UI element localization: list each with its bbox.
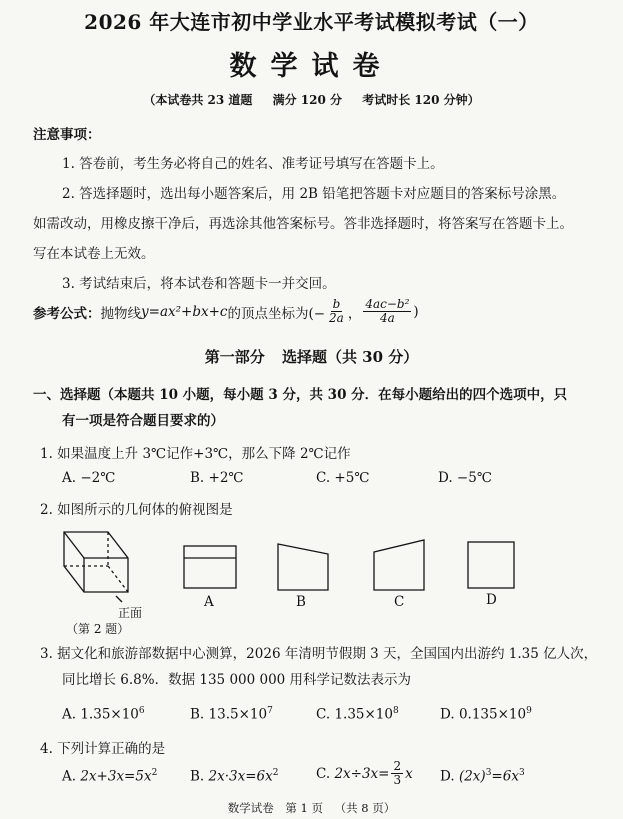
q1-option-b: B. +2℃	[190, 470, 244, 486]
exam-info-score: 满分 120 分	[272, 93, 343, 107]
q4-option-a	[62, 768, 157, 785]
q3-option-d-mantissa: 0.135×10	[458, 706, 527, 723]
q4-option-d-base: (2x)	[458, 768, 486, 785]
reference-formula	[33, 298, 419, 325]
solid-top-left-edge	[64, 532, 84, 558]
q2-label-c: C	[394, 594, 405, 610]
notice-heading: 注意事项：	[33, 127, 101, 143]
q2-option-d-figure	[466, 540, 518, 590]
q4-option-c-fraction	[391, 760, 403, 787]
exam-info-time: 考试时长 120 分钟）	[362, 93, 480, 107]
notice-item-2-line-2: 如需改动，用橡皮擦干净后，再选涂其他答案标号。答非选择题时，将答案写在答题卡上。	[33, 216, 573, 232]
formula-fraction-2	[363, 298, 411, 325]
q3-option-d-exponent: 9	[526, 706, 532, 716]
q2-caption: （第 2 题）	[66, 622, 130, 636]
page-footer	[0, 800, 623, 816]
formula-comma: ，	[347, 305, 362, 322]
q4-option-d-exponent-1: 3	[485, 768, 492, 778]
q3-line-1: 3. 据文化和旅游部数据中心测算，2026 年清明节假期 3 天，全国国内出游约 1.35 亿人次，	[40, 646, 598, 662]
q3-option-a-letter: A.	[62, 706, 77, 723]
formula-equation: y=ax²+bx+c	[141, 303, 228, 320]
q4-option-b-exponent: 2	[272, 768, 279, 778]
q4-option-d-letter: D.	[440, 768, 455, 785]
formula-frac1-num: b	[332, 297, 341, 311]
q2-option-b-figure	[276, 540, 332, 592]
q4-option-c-numerator: 2	[393, 759, 402, 773]
q4-option-b-letter: B.	[190, 768, 205, 785]
q4-option-c-tail: x	[405, 765, 413, 782]
part-1-label: 第一部分	[204, 348, 265, 366]
solid-hidden-edge-diagonal	[108, 566, 128, 592]
choice-heading-line-1: 一、选择题（本题共 10 小题，每小题 3 分，共 30 分．在每小题给出的四个选项中，只	[33, 387, 568, 403]
option-d-rect	[468, 542, 514, 588]
q3-option-a-exponent: 6	[138, 706, 145, 716]
q3-option-b-mantissa: 13.5×10	[208, 706, 268, 723]
q3-option-b	[190, 706, 273, 723]
q3-option-d-letter: D.	[440, 706, 455, 723]
option-c-shape	[374, 540, 424, 590]
q4-option-c	[316, 760, 413, 787]
q4-option-a-exponent: 2	[151, 768, 158, 778]
choice-heading-line-2: 有一项是符合题目要求的）	[62, 413, 224, 429]
option-a-rect	[184, 546, 236, 588]
exam-title: 2026 年大连市初中学业水平考试模拟考试（一）	[84, 10, 539, 34]
formula-close: )	[413, 303, 419, 320]
solid-outline	[64, 532, 128, 592]
q4-option-b-expression: 2x·3x=6x	[208, 768, 273, 785]
formula-frac2-num: 4ac−b²	[365, 297, 410, 311]
front-arrow	[116, 596, 122, 602]
formula-frac2-den: 4a	[379, 311, 395, 326]
q3-option-c-exponent: 8	[393, 706, 399, 716]
q3-option-d	[440, 706, 532, 723]
q2-label-b: B	[296, 594, 306, 610]
q2-option-c-figure	[372, 538, 428, 592]
formula-text-before: 抛物线	[100, 305, 141, 322]
q4-option-c-letter: C.	[316, 765, 331, 782]
q4-option-c-denominator: 3	[393, 773, 402, 788]
q4-option-a-letter: A.	[62, 768, 77, 785]
q1-option-a: A. −2℃	[62, 470, 116, 486]
formula-fraction-1	[327, 298, 346, 325]
exam-info-count: （本试卷共 23 道题	[143, 93, 253, 107]
q3-option-c-mantissa: 1.35×10	[334, 706, 393, 723]
q3-option-c	[316, 706, 399, 723]
part-1-title	[0, 346, 623, 367]
exam-info	[0, 91, 623, 108]
q2-stem: 2. 如图所示的几何体的俯视图是	[40, 502, 233, 518]
footer-total: （共 8 页）	[334, 801, 396, 815]
q3-option-b-exponent: 7	[267, 706, 273, 716]
q2-label-d: D	[486, 592, 497, 608]
formula-frac1-den: 2a	[329, 311, 344, 326]
q4-stem: 4. 下列计算正确的是	[40, 741, 166, 757]
formula-text-after: 的顶点坐标为(−	[227, 305, 326, 322]
q3-option-a-mantissa: 1.35×10	[80, 706, 139, 723]
q2-label-a: A	[204, 594, 214, 610]
formula-label: 参考公式：	[33, 305, 101, 322]
q1-option-c: C. +5℃	[316, 470, 370, 486]
option-b-shape	[278, 544, 328, 590]
footer-subject: 数学试卷	[227, 801, 274, 815]
notice-item-2-line-1: 2. 答选择题时，选出每小题答案后，用 2B 铅笔把答题卡对应题目的答案标号涂黑。	[62, 186, 566, 202]
notice-item-1: 1. 答卷前，考生务必将自己的姓名、准考证号填写在答题卡上。	[62, 156, 444, 172]
q4-option-d-rhs: =6x	[491, 768, 519, 785]
q2-option-a-figure	[182, 544, 240, 590]
q4-option-a-expression: 2x+3x=5x	[80, 768, 152, 785]
q4-option-d	[440, 768, 525, 785]
notice-item-2-line-3: 写在本试卷上无效。	[33, 246, 155, 262]
q3-option-c-letter: C.	[316, 706, 331, 723]
q3-option-a	[62, 706, 145, 723]
subject-title: 数学试卷	[229, 51, 394, 82]
part-1-subtitle: 选择题（共 30 分）	[281, 348, 419, 366]
q3-option-b-letter: B.	[190, 706, 205, 723]
q2-front-label: 正面	[118, 606, 143, 620]
q2-solid-figure	[60, 524, 140, 604]
footer-page: 第 1 页	[285, 801, 323, 815]
q1-option-d: D. −5℃	[438, 470, 492, 486]
q1-stem: 1. 如果温度上升 3℃记作+3℃，那么下降 2℃记作	[40, 446, 351, 462]
q4-option-b	[190, 768, 278, 785]
q3-line-2: 同比增长 6.8%．数据 135 000 000 用科学记数法表示为	[62, 672, 412, 688]
notice-item-3: 3. 考试结束后，将本试卷和答题卡一并交回。	[62, 276, 336, 292]
q4-option-d-exponent-2: 3	[518, 768, 525, 778]
q4-option-c-expression: 2x÷3x=	[334, 765, 390, 782]
